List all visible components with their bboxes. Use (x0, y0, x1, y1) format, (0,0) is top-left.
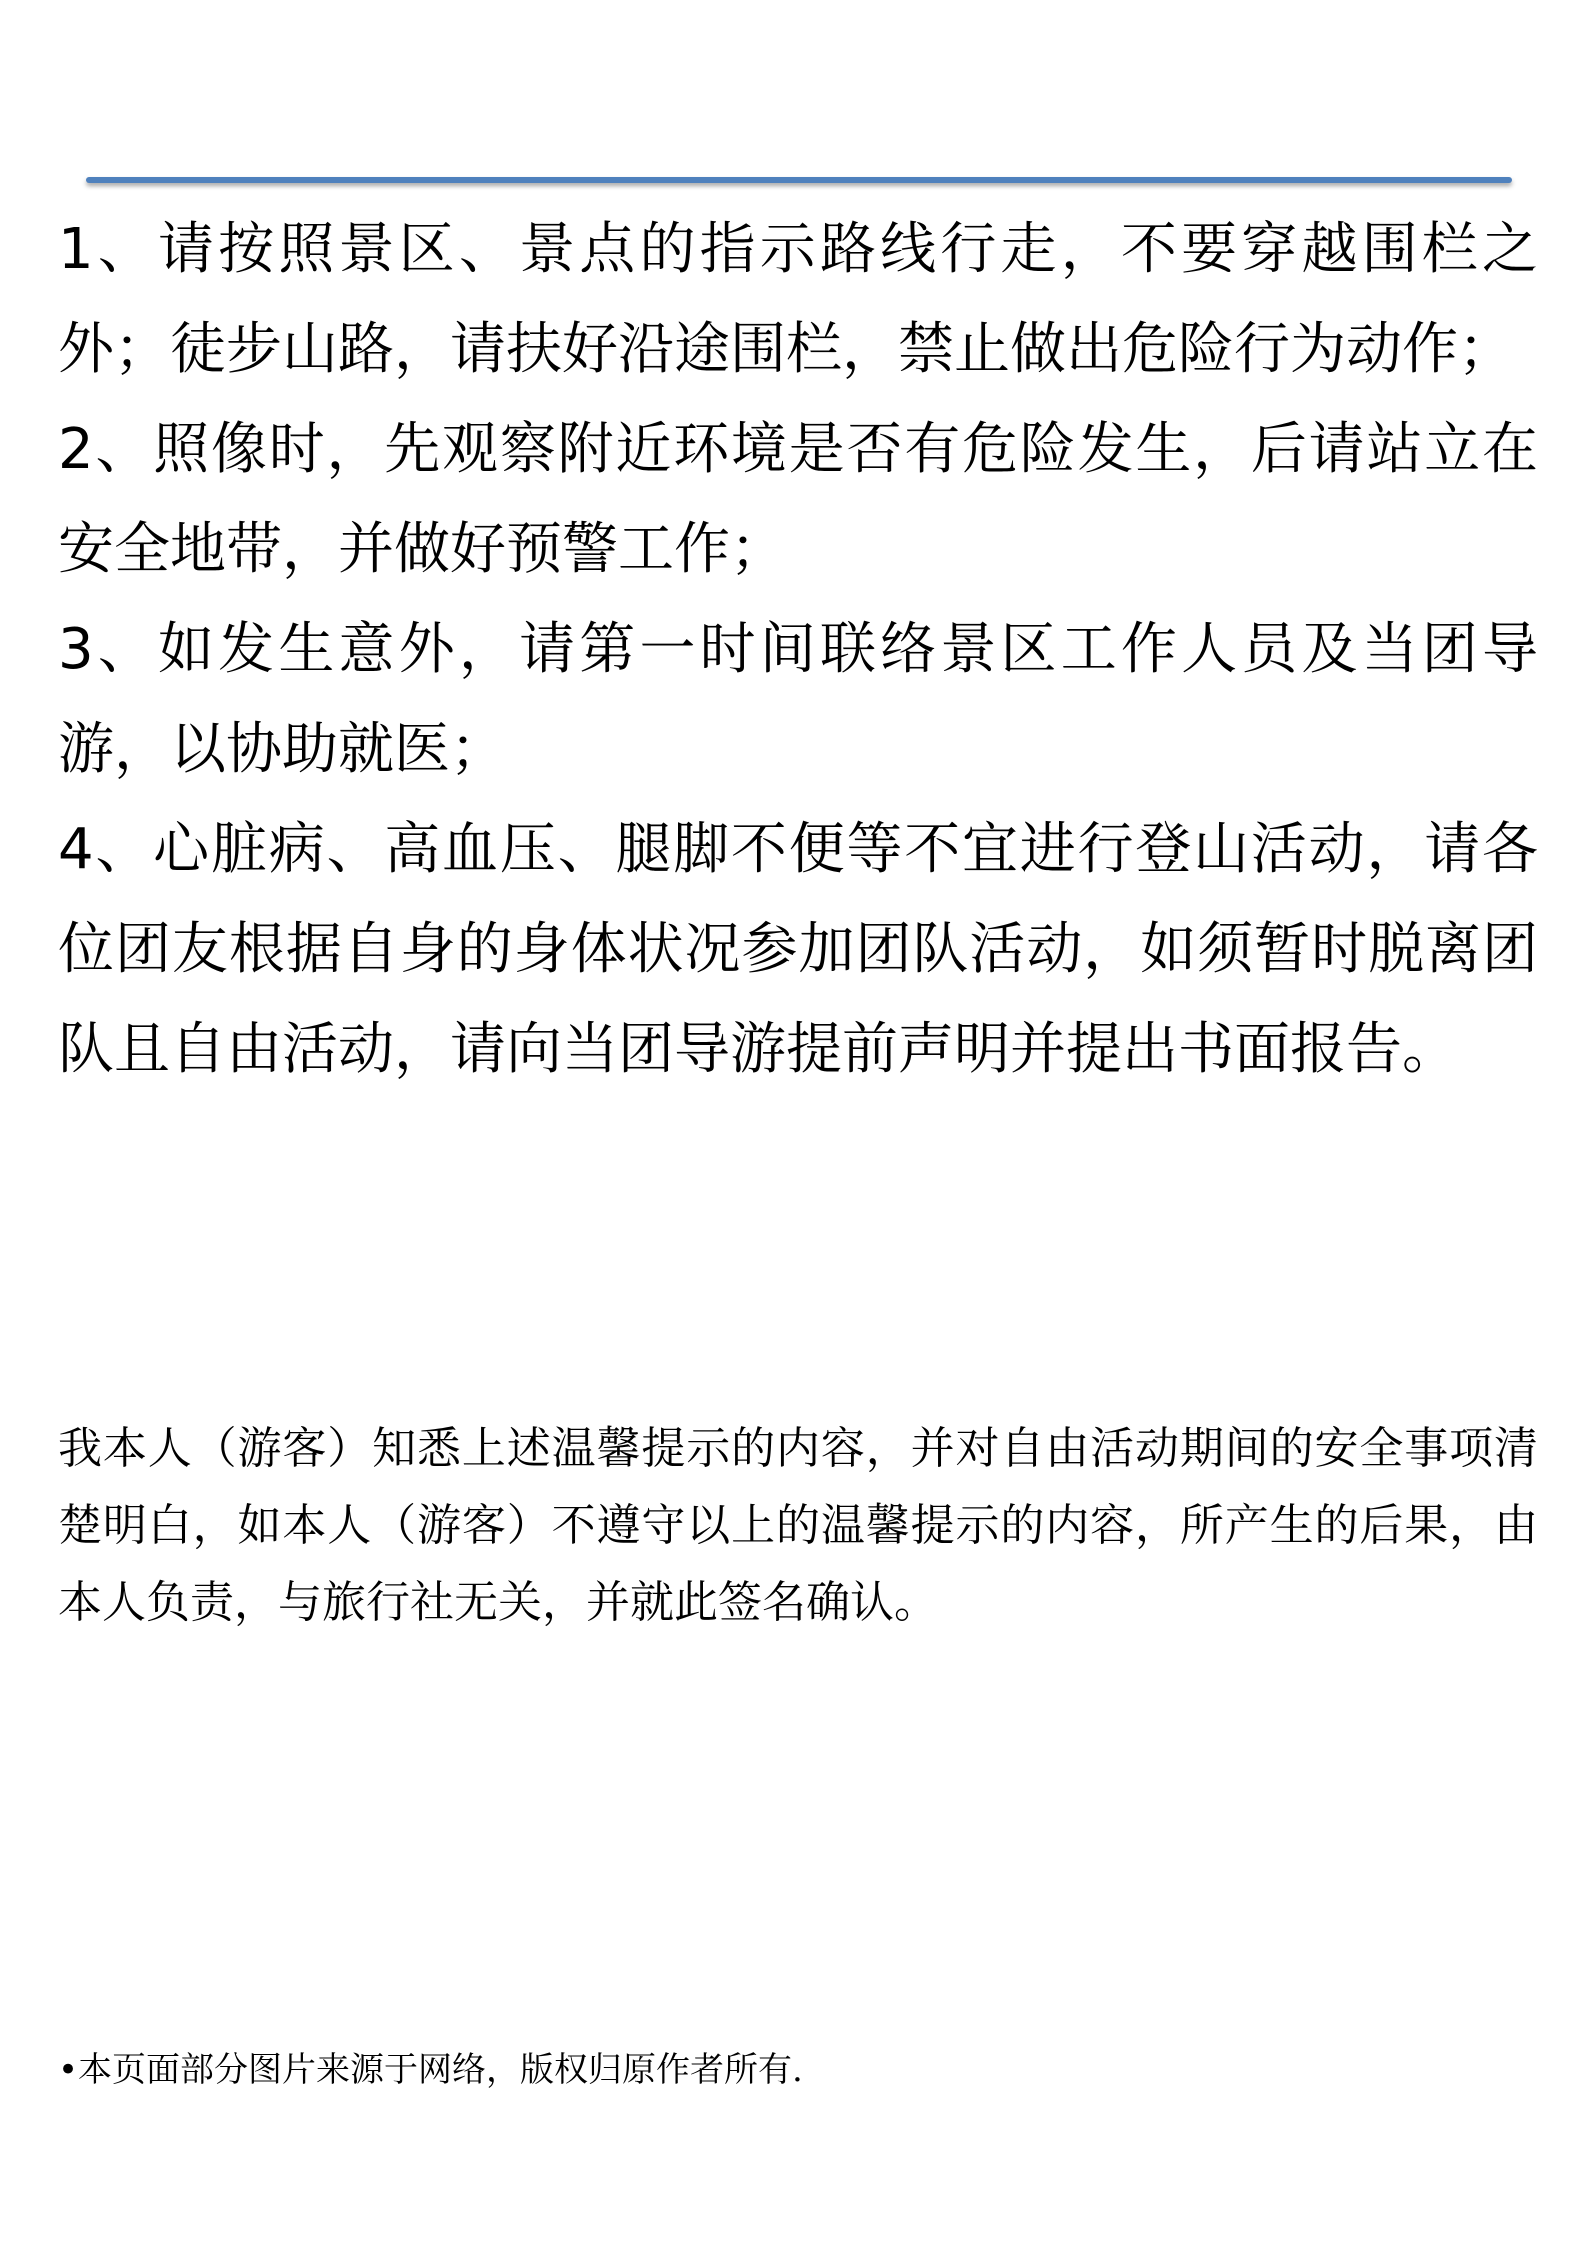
safety-notice-list (58, 200, 1538, 1100)
notice-item-4: 4、心脏病、高血压、腿脚不便等不宜进行登山活动，请各位团友根据自身的身体状况参加团队活动，如须暂时脱离团队且自由活动，请向当团导游提前声明并提出书面报告。 (58, 817, 1538, 1082)
notice-item-1: 1、请按照景区、景点的指示路线行走，不要穿越围栏之外；徒步山路，请扶好沿途围栏，禁止做出危险行为动作； (58, 217, 1538, 382)
copyright-footer-note: •本页面部分图片来源于网络，版权归原作者所有. (58, 2050, 803, 2090)
tourist-declaration: 我本人（游客）知悉上述温馨提示的内容，并对自由活动期间的安全事项清楚明白，如本人（游客）不遵守以上的温馨提示的内容，所产生的后果，由本人负责，与旅行社无关，并就此签名确认。 (58, 1423, 1538, 1628)
notice-item-3: 3、如发生意外，请第一时间联络景区工作人员及当团导游，以协助就医； (58, 617, 1538, 782)
top-divider-line (86, 177, 1512, 183)
notice-item-2: 2、照像时，先观察附近环境是否有危险发生，后请站立在安全地带，并做好预警工作； (58, 417, 1538, 582)
